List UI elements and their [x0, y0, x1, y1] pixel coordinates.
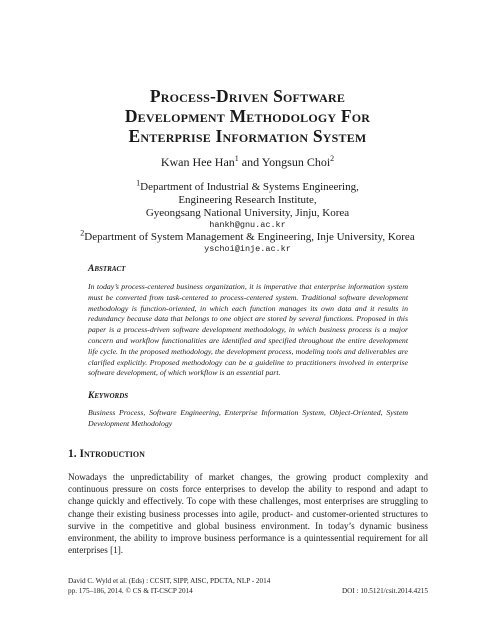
- affil-text: Department of Industrial & Systems Engineering,: [140, 181, 359, 193]
- keywords-text: Business Process, Software Engineering, Enterprise Information System, Object-Oriented, System Development Methodology: [88, 408, 408, 428]
- keywords-heading: Keywords: [88, 391, 129, 401]
- affiliation-line: [40, 228, 455, 244]
- affiliations: [40, 178, 455, 255]
- author-name: Kwan Hee Han: [160, 155, 235, 169]
- footer-doi[interactable]: DOI : 10.5121/csit.2014.4215: [341, 587, 428, 595]
- affil-marker: 1: [136, 178, 141, 188]
- title-line: Enterprise Information System: [128, 126, 367, 146]
- affiliation-line: [40, 178, 455, 194]
- footer-citation: David C. Wyld et al. (Eds) : CCSIT, SIPP, AISC, PDCTA, NLP - 2014: [68, 577, 271, 585]
- page-footer: [68, 576, 428, 596]
- abstract-text: In today’s process-centered business organization, it is imperative that enterprise information system must be converted from task-centered to process-centered system. Traditional software development methodology is function-oriented, in which each function manages its own data and it results in redundancy because data that belongs to one object are stored by several functions. Proposed in this paper is a process-driven software development methodology, in which business process is a major concern and workflow functionalities are identified and specified throughout the entire development life cycle. In the proposed methodology, the development process, modeling tools and deliverables are clarified explicitly. Proposed methodology can be a guideline to practitioners involved in enterprise software development, of which workflow is an essential part.: [88, 282, 408, 378]
- abstract-heading: Abstract: [88, 264, 126, 274]
- title-line: Process-Driven Software: [149, 86, 346, 106]
- author-affil-marker: 1: [234, 154, 239, 163]
- introduction-heading: 1. Introduction: [68, 448, 145, 460]
- affiliation-line: Engineering Research Institute,: [178, 194, 317, 206]
- footer-pages: pp. 175–186, 2014. © CS & IT-CSCP 2014: [68, 587, 193, 595]
- author-connector: and: [238, 155, 262, 169]
- author-name: Yongsun Choi: [261, 155, 331, 169]
- title-line: Development Methodology For: [124, 106, 371, 126]
- affil-text: Department of System Management & Engineering, Inje University, Korea: [84, 231, 415, 243]
- email-link[interactable]: hankh@gnu.ac.kr: [209, 220, 286, 230]
- author-affil-marker: 2: [330, 154, 335, 163]
- affil-marker: 2: [80, 228, 85, 238]
- paper-title: [40, 86, 455, 146]
- email-link[interactable]: yschoi@inje.ac.kr: [204, 244, 291, 254]
- affiliation-line: Gyeongsang National University, Jinju, Korea: [145, 207, 350, 219]
- author-list: [40, 155, 455, 170]
- introduction-text: Nowadays the unpredictability of market changes, the growing product complexity and continuous pressure on costs force enterprises to develop the ability to respond and adapt to change quickly and effectively. To cope with these challenges, most enterprises are struggling to change their existing business processes into agile, product- and customer-oriented structures to survive in the competitive and global business environment. In today’s dynamic business environment, the ability to improve business performance is a quintessential requirement for all enterprises [1].: [68, 472, 428, 556]
